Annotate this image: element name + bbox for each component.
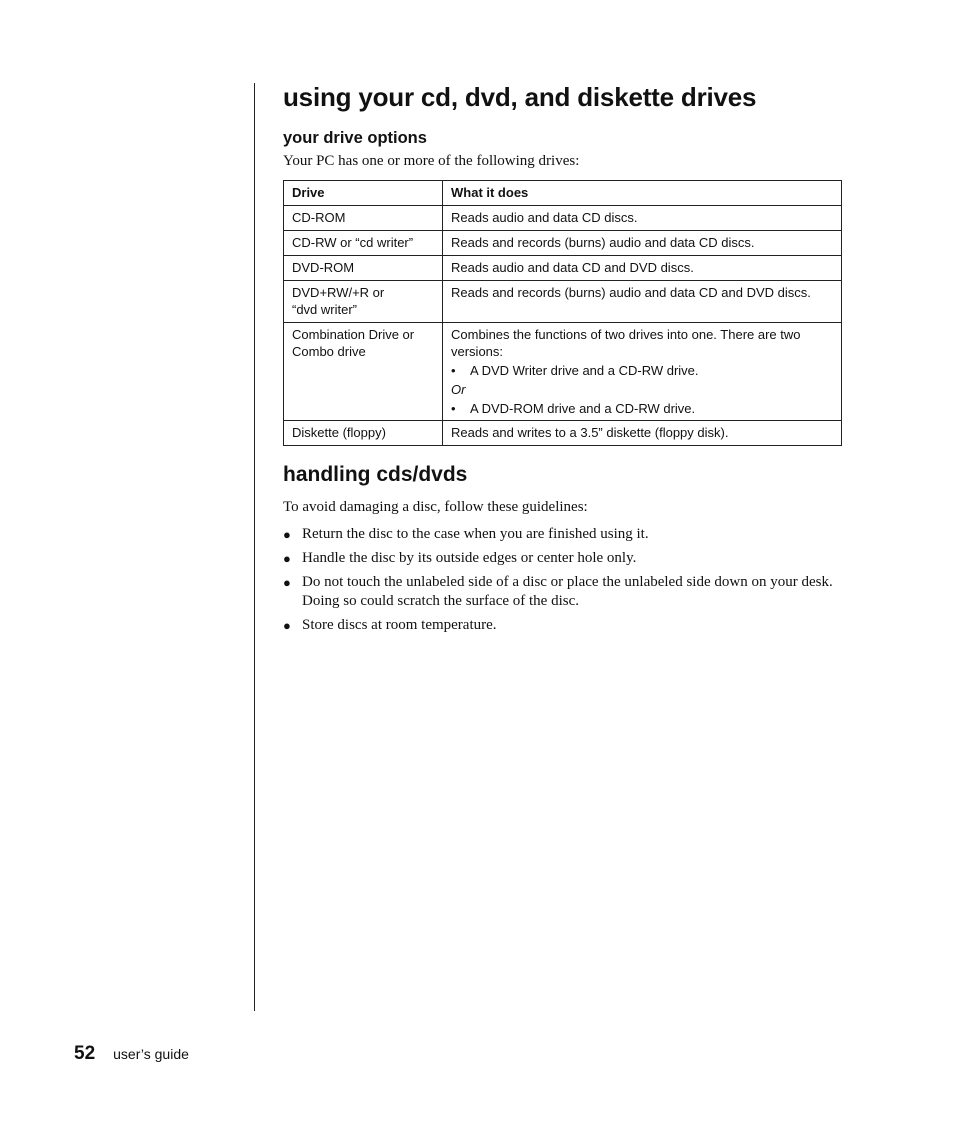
- description-cell: Reads audio and data CD discs.: [443, 206, 842, 231]
- combo-option-text: A DVD-ROM drive and a CD-RW drive.: [470, 401, 696, 416]
- combo-or: Or: [451, 382, 466, 397]
- guideline-text: Store discs at room temperature.: [302, 617, 497, 633]
- list-item: [283, 573, 843, 611]
- drive-cell: DVD-ROM: [284, 256, 443, 281]
- bullet-icon: ●: [283, 527, 291, 542]
- drive-cell: Diskette (floppy): [284, 421, 443, 446]
- table-header-row: [284, 181, 842, 206]
- page-footer: [74, 1043, 189, 1065]
- description-cell: Reads audio and data CD and DVD discs.: [443, 256, 842, 281]
- description-cell: [443, 323, 842, 421]
- margin-rule: [254, 83, 255, 1011]
- guideline-text: Handle the disc by its outside edges or center hole only.: [302, 550, 637, 566]
- page-number: 52: [74, 1043, 96, 1064]
- list-item: [283, 616, 843, 635]
- main-content: [283, 80, 843, 640]
- section-title-handling: handling cds/dvds: [283, 463, 468, 486]
- guideline-text: Return the disc to the case when you are finished using it.: [302, 526, 649, 542]
- table-row: [284, 256, 842, 281]
- drive-name: DVD+RW/+R or “dvd writer”: [292, 285, 385, 317]
- drive-cell: [284, 281, 443, 323]
- bullet-icon: •: [451, 401, 456, 416]
- subsection-intro: Your PC has one or more of the following drives:: [283, 153, 580, 169]
- drive-cell: CD-RW or “cd writer”: [284, 231, 443, 256]
- bullet-icon: ●: [283, 575, 291, 590]
- table-row: [284, 281, 842, 323]
- subsection-title: your drive options: [283, 129, 427, 147]
- description-cell: Reads and writes to a 3.5” diskette (floppy disk).: [443, 421, 842, 446]
- table-row: [284, 206, 842, 231]
- bullet-icon: •: [451, 363, 456, 378]
- drive-options-table: [283, 180, 842, 446]
- guideline-text: Do not touch the unlabeled side of a disc or place the unlabeled side down on your desk. Doing so could scratch the surface of the disc.: [302, 574, 833, 609]
- table-row: [284, 231, 842, 256]
- table-row: [284, 323, 842, 421]
- combo-description: Combines the functions of two drives into one. There are two versions:: [451, 327, 801, 359]
- handling-intro: To avoid damaging a disc, follow these guidelines:: [283, 499, 588, 515]
- combo-option-text: A DVD Writer drive and a CD-RW drive.: [470, 363, 699, 378]
- page-title: using your cd, dvd, and diskette drives: [283, 82, 757, 112]
- list-item: [283, 525, 843, 544]
- list-item: [283, 549, 843, 568]
- drive-cell: CD-ROM: [284, 206, 443, 231]
- guidelines-list: [283, 525, 843, 635]
- column-header-drive: Drive: [284, 181, 443, 206]
- description-cell: Reads and records (burns) audio and data CD and DVD discs.: [443, 281, 842, 323]
- combo-option-2: [451, 400, 833, 417]
- table-row: [284, 421, 842, 446]
- drive-name: Combination Drive or Combo drive: [292, 327, 415, 359]
- drive-cell: [284, 323, 443, 421]
- combo-option-1: [451, 362, 833, 379]
- description-cell: Reads and records (burns) audio and data CD discs.: [443, 231, 842, 256]
- footer-label: user’s guide: [113, 1046, 189, 1062]
- bullet-icon: ●: [283, 618, 291, 633]
- column-header-what-it-does: What it does: [443, 181, 842, 206]
- bullet-icon: ●: [283, 551, 291, 566]
